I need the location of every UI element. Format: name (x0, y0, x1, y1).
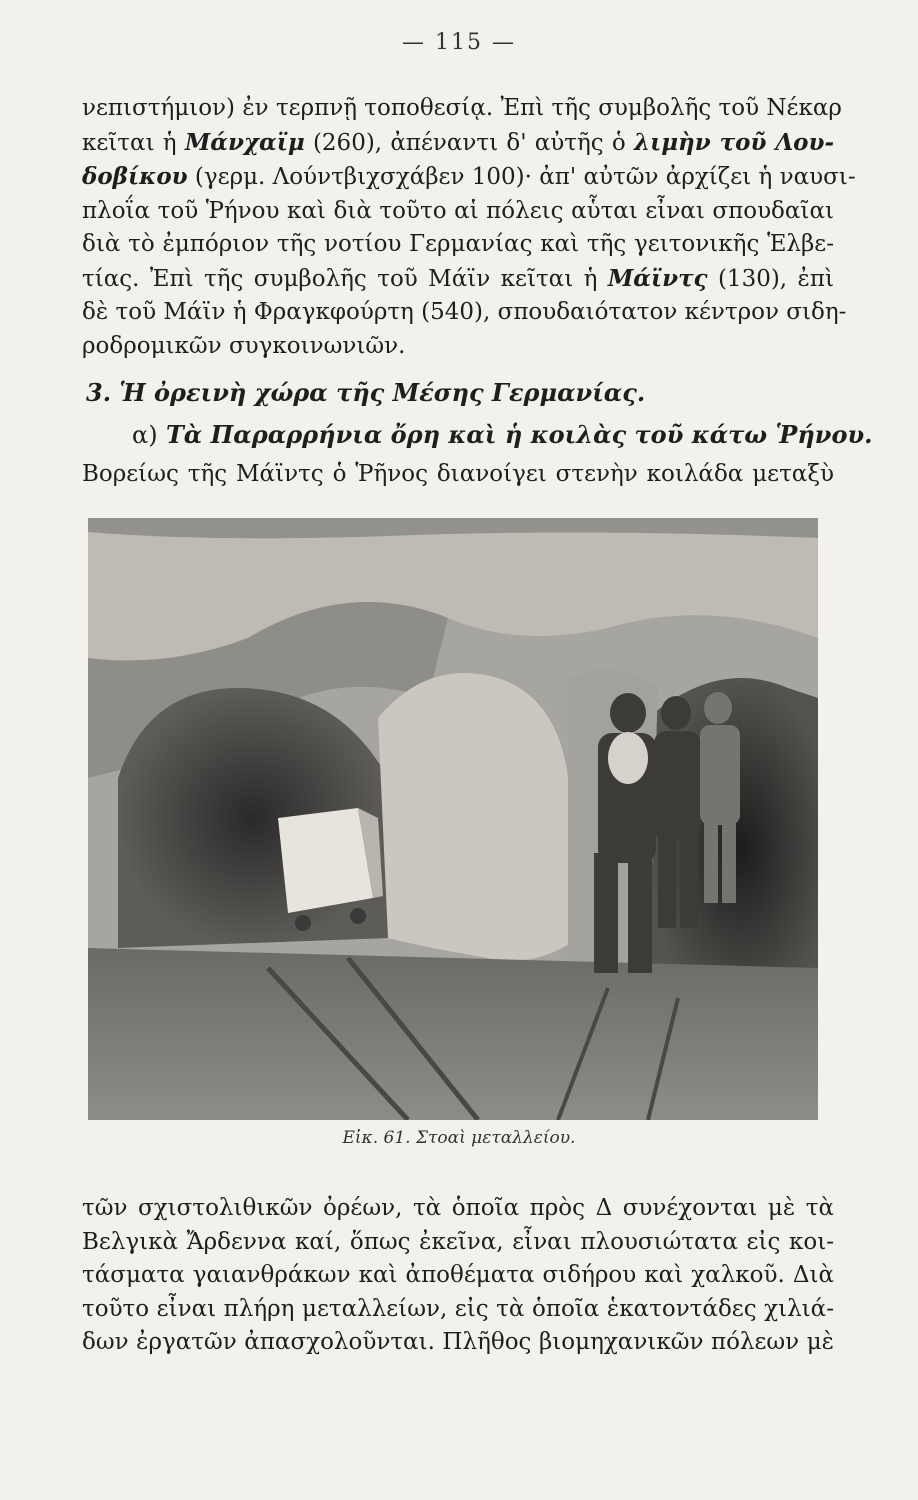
sub-heading-number: α) (132, 421, 158, 449)
text-line: ροδρομικῶν συγκοινωνιῶν. (82, 332, 406, 359)
text-line: Βορείως τῆς Μάϊντς ὁ Ῥῆνος διανοίγει στενὴν κοιλάδα μεταξὺ (82, 461, 834, 487)
page-number: — 115 — (402, 30, 516, 55)
paragraph-mid (82, 458, 834, 492)
text-line: τάσματα γαιανθράκων καὶ ἀποθέματα σιδήρου καὶ χαλκοῦ. Διὰ (82, 1262, 834, 1288)
text-line: κεῖται ἡ Μάνχαϊμ (260), ἀπέναντι δ' αὐτῆς ὁ λιμὴν τοῦ Λου- (82, 128, 835, 156)
mine-tunnel-photo (88, 518, 818, 1120)
text-line: τῶν σχιστολιθικῶν ὀρέων, τὰ ὁποῖα πρὸς Δ συνέχονται μὲ τὰ (82, 1195, 834, 1221)
text-line: τίας. Ἐπὶ τῆς συμβολῆς τοῦ Μάϊν κεῖται ἡ Μάϊντς (130), ἐπὶ (82, 264, 834, 292)
paragraph-top (82, 92, 856, 363)
sub-heading-text: Τὰ Παραρρήνια ὄρη καὶ ἡ κοιλὰς τοῦ κάτω Ῥήνου. (165, 420, 873, 449)
sub-heading (132, 420, 873, 449)
place-name-mannheim: Μάνχαϊμ (184, 128, 305, 156)
place-name-mainz: Μάϊντς (607, 264, 708, 292)
text-line: τοῦτο εἶναι πλήρη μεταλλείων, εἰς τὰ ὁποῖα ἑκατοντάδες χιλιά- (82, 1295, 834, 1322)
text-line: νεπιστήμιον) ἐν τερπνῇ τοποθεσίᾳ. Ἐπὶ τῆς συμβολῆς τοῦ Νέκαρ (82, 95, 842, 121)
text-line: πλοΐα τοῦ Ῥήνου καὶ διὰ τοῦτο αἱ πόλεις αὗται εἶναι σπουδαῖαι (82, 197, 834, 224)
place-name-ludwigshafen-cont: δοβίκου (82, 163, 188, 190)
text-line: δοβίκου (γερμ. Λούντβιχσχάβεν 100)· ἀπ' αὐτῶν ἀρχίζει ἡ ναυσι- (82, 163, 856, 190)
text-line: διὰ τὸ ἐμπόριον τῆς νοτίου Γερμανίας καὶ τῆς γειτονικῆς Ἑλβε- (82, 231, 834, 257)
text-line: δὲ τοῦ Μάϊν ἡ Φραγκφούρτη (540), σπουδαιότατον κέντρον σιδη- (82, 299, 847, 325)
figure-caption: Εἰκ. 61. Στοαὶ μεταλλείου. (342, 1128, 576, 1148)
section-heading: 3. Ἡ ὀρεινὴ χώρα τῆς Μέσης Γερμανίας. (86, 378, 646, 407)
paragraph-bottom (82, 1192, 834, 1360)
text-line: Βελγικὰ Ἄρδεννα καί, ὅπως ἐκεῖνα, εἶναι πλουσιώτατα εἰς κοι- (82, 1228, 834, 1255)
text-line: δων ἐργατῶν ἀπασχολοῦνται. Πλῆθος βιομηχανικῶν πόλεων μὲ (82, 1329, 834, 1355)
place-name-ludwigshafen: λιμὴν τοῦ Λου- (633, 128, 835, 156)
